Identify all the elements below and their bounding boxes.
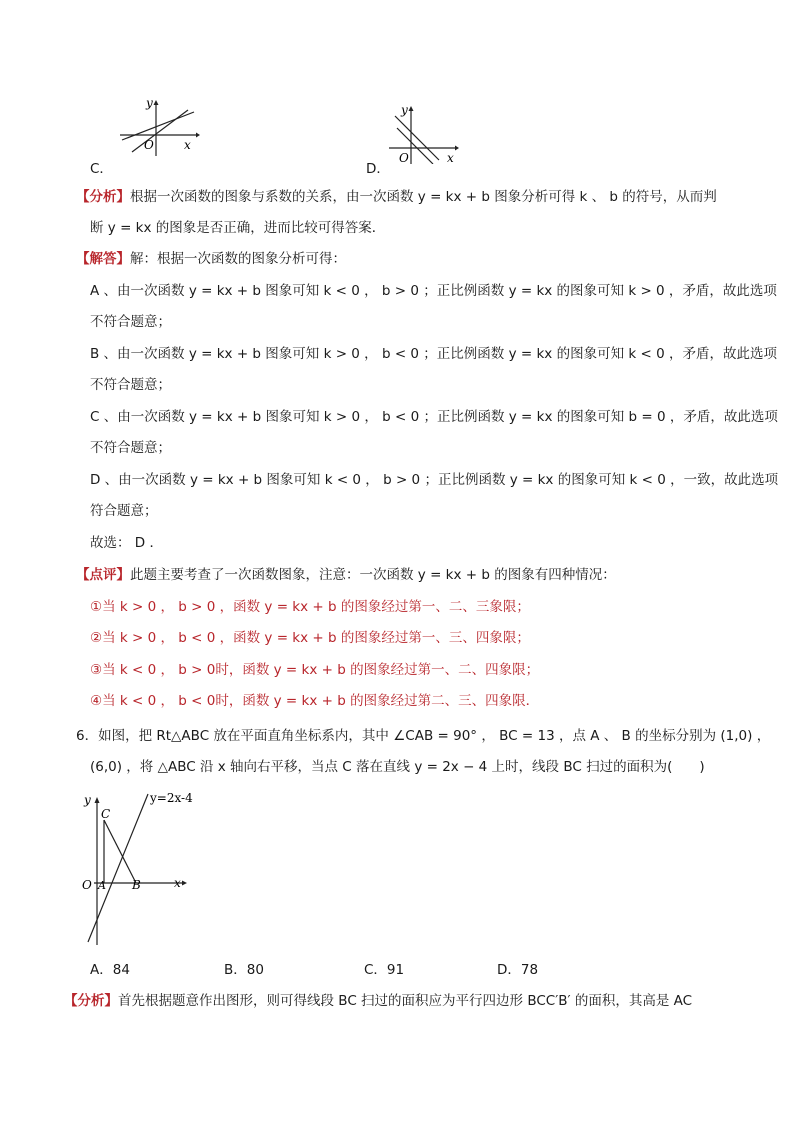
analysis-6-tag: 【分析】	[64, 993, 118, 1009]
choice-a: A．84	[90, 962, 130, 978]
solution-c-line-1: C 、由一次函数 y = kx + b 图象可知 k > 0 ， b < 0 ；正比例函数 y = kx 的图象可知 b = 0 ，矛盾，故此选项	[90, 409, 778, 425]
comment-case-4: ④当 k < 0 ， b < 0时，函数 y = kx + b 的图象经过第二、三、四象限．	[90, 693, 540, 709]
question-6-line-2: (6,0) ，将 △ABC 沿 x 轴向右平移，当点 C 落在直线 y = 2x − 4 上时，线段 BC 扫过的面积为( )	[90, 759, 705, 775]
comment-intro-text: 此题主要考查了一次函数图象，注意：一次函数 y = kx + b 的图象有四种情况：	[130, 567, 616, 583]
choice-b: B．80	[224, 962, 264, 978]
solution-c-line-2: 不符合题意；	[90, 440, 171, 456]
graph-c-x: x	[184, 138, 191, 152]
figure-line-label: y=2x-4	[150, 791, 193, 805]
option-c-label: C．	[90, 161, 113, 177]
figure-y: y	[84, 793, 91, 807]
solution-a-line-1: A 、由一次函数 y = kx + b 图象可知 k < 0 ， b > 0 ；正比例函数 y = kx 的图象可知 k > 0 ，矛盾，故此选项	[90, 283, 777, 299]
comment-case-1: ①当 k > 0 ， b > 0 ，函数 y = kx + b 的图象经过第一、二、三象限；	[90, 599, 530, 615]
figure-a: A	[98, 879, 106, 892]
choice-c: C．91	[364, 962, 405, 978]
choice-d: D．78	[497, 962, 539, 978]
analysis-6	[64, 992, 692, 1010]
figure-b: B	[132, 878, 141, 892]
graph-c-y: y	[146, 96, 153, 110]
solution-d-line-2: 符合题意；	[90, 503, 158, 519]
comment-case-2: ②当 k > 0 ， b < 0 ，函数 y = kx + b 的图象经过第一、三、四象限；	[90, 630, 530, 646]
solution-answer: 故选： D ．	[90, 535, 163, 551]
solution-tag: 【解答】	[76, 251, 130, 267]
comment-tag: 【点评】	[76, 567, 130, 583]
comment-case-3: ③当 k < 0 ， b > 0时，函数 y = kx + b 的图象经过第一、二、四象限；	[90, 662, 540, 678]
option-c-graph	[108, 96, 200, 158]
figure-c: C	[101, 807, 111, 821]
graph-c-o: O	[144, 138, 154, 152]
solution-intro-text: 解：根据一次函数的图象分析可得：	[130, 251, 346, 267]
solution-intro	[76, 250, 346, 268]
analysis-line-2: 断 y = kx 的图象是否正确，进而比较可得答案．	[90, 220, 386, 236]
graph-d-y: y	[401, 103, 408, 117]
figure-o: O	[82, 878, 92, 892]
analysis-tag: 【分析】	[76, 189, 130, 205]
analysis-6-text: 首先根据题意作出图形，则可得线段 BC 扫过的面积应为平行四边形 BCC′B′ 的面积，其高是 AC	[118, 993, 693, 1009]
option-d-graph	[383, 100, 463, 164]
option-d-label: D．	[366, 161, 390, 177]
graph-d-x: x	[447, 151, 454, 164]
comment-intro	[76, 566, 616, 584]
solution-b-line-2: 不符合题意；	[90, 377, 171, 393]
figure-x: x	[174, 876, 181, 890]
question-6-figure	[74, 790, 194, 950]
graph-d-o: O	[399, 151, 409, 164]
analysis-line-1	[76, 188, 717, 206]
solution-b-line-1: B 、由一次函数 y = kx + b 图象可知 k > 0 ， b < 0 ；正比例函数 y = kx 的图象可知 k < 0 ，矛盾，故此选项	[90, 346, 777, 362]
analysis-text-1: 根据一次函数的图象与系数的关系，由一次函数 y = kx + b 图象分析可得 k 、 b 的符号，从而判	[130, 189, 717, 205]
solution-d-line-1: D 、由一次函数 y = kx + b 图象可知 k < 0 ， b > 0 ；正比例函数 y = kx 的图象可知 k < 0 ，一致，故此选项	[90, 472, 779, 488]
question-6-line-1: 6．如图，把 Rt△ABC 放在平面直角坐标系内，其中 ∠CAB = 90° ， BC = 13 ，点 A 、 B 的坐标分别为 (1,0) ，	[76, 728, 771, 744]
solution-a-line-2: 不符合题意；	[90, 314, 171, 330]
